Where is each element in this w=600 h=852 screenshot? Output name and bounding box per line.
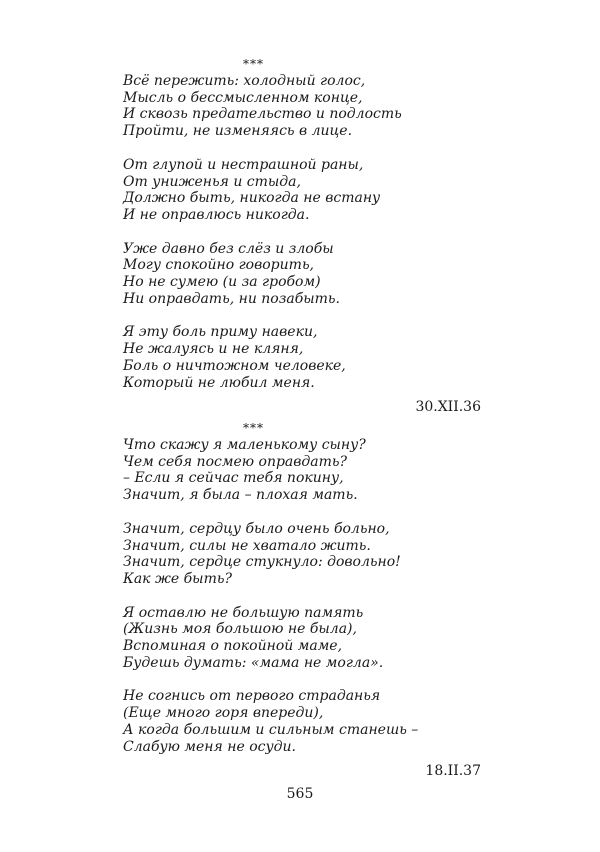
poem-line: Как же быть? [123,570,232,587]
poem-line: От глупой и нестрашной раны, [123,156,364,173]
stanza [123,437,483,504]
poem-line: И сквозь предательство и подлость [123,106,402,123]
poem-line: Значит, сердцу было очень больно, [123,520,390,537]
poem-line: Значит, сердце стукнуло: довольно! [123,554,401,571]
poem-line: Уже давно без слёз и злобы [123,240,334,257]
stanza [123,605,483,672]
poem-line: Должно быть, никогда не встану [123,190,381,207]
poem-line: Боль о ничтожном человеке, [123,357,346,374]
poem-line: От униженья и стыда, [123,173,301,190]
page-number: 565 [286,786,314,802]
poem-line: Могу спокойно говорить, [123,257,315,274]
poem-line: Вспоминая о покойной маме, [123,638,343,655]
poem-line: (Еще много горя впереди), [123,705,324,722]
poem-line: Ни оправдать, ни позабыть. [123,290,341,307]
poem-line: Который не любил меня. [123,374,315,391]
poem-line: Не согнись от первого страданья [123,688,381,705]
poem-line: Не жалуясь и не кляня, [123,341,304,358]
poem-line: Я эту боль приму навеки, [123,324,318,341]
stanza [123,521,483,588]
poem-date: 30.XII.36 [415,399,481,416]
poem-line: И не оправлюсь никогда. [123,206,310,223]
poem-line: Но не сумею (и за гробом) [123,274,321,291]
poem-line: Значит, я была – плохая мать. [123,487,358,504]
stanza [123,241,483,308]
stanza [123,688,483,755]
poem-date: 18.II.37 [425,763,481,780]
poem-line: – Если я сейчас тебя покину, [123,470,344,487]
stanza [123,324,483,391]
poem-line: Значит, силы не хватало жить. [123,537,371,554]
poem-line: Пройти, не изменяясь в лице. [123,123,353,140]
poem-line: Чем себя посмею оправдать? [123,453,348,470]
poem-line: (Жизнь моя большою не была), [123,621,357,638]
stanza [123,73,483,140]
poem-line: А когда большим и сильным станешь – [123,721,419,738]
poem-line: Слабую меня не осуди. [123,738,296,755]
poem-1 [123,57,483,415]
poem-separator: *** [243,421,264,435]
poem-line: Будешь думать: «мама не могла». [123,654,384,671]
poem-2 [123,421,483,779]
stanza [123,157,483,224]
poem-line: Мысль о бессмысленном конце, [123,89,363,106]
poem-separator: *** [243,57,264,71]
poem-line: Всё пережить: холодный голос, [123,73,366,89]
poem-line: Я оставлю не большую память [123,604,364,621]
poem-line: Что скажу я маленькому сыну? [123,437,366,453]
